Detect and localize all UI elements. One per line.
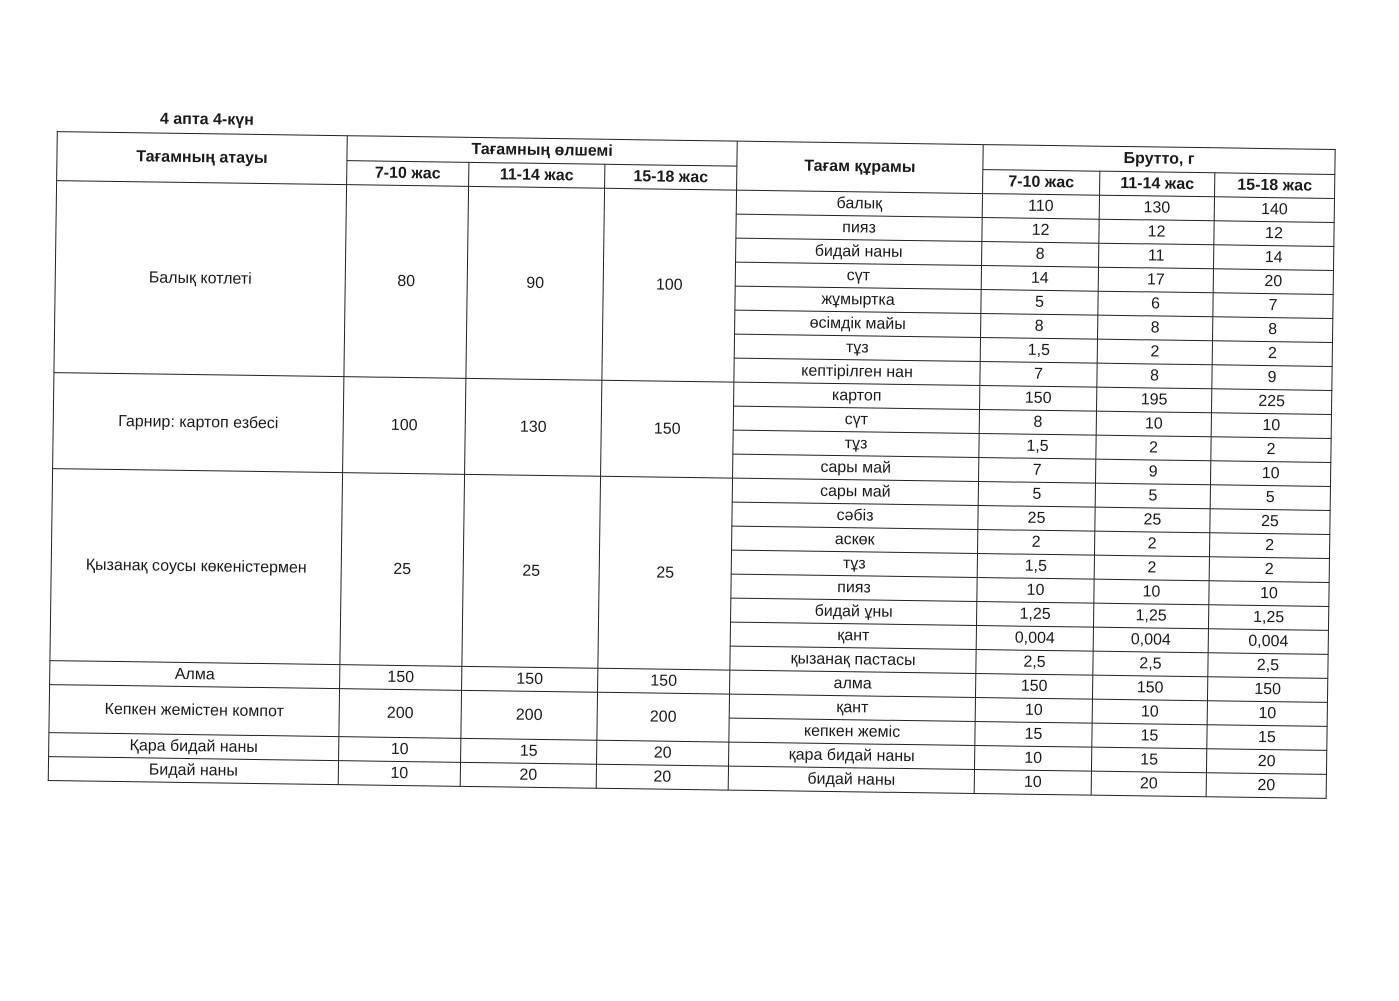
ingredient-brutto: 0,004	[976, 626, 1093, 652]
ingredient-brutto: 130	[1099, 195, 1214, 221]
ingredient-name: бидай наны	[728, 766, 974, 793]
ingredient-brutto: 2	[1209, 557, 1329, 583]
ingredient-name: пияз	[731, 574, 977, 601]
dish-portion: 20	[460, 762, 596, 788]
ingredient-brutto: 2,5	[976, 650, 1093, 676]
ingredient-brutto: 2,5	[1093, 651, 1208, 677]
ingredient-brutto: 2	[978, 530, 1095, 556]
ingredient-brutto: 14	[1214, 245, 1334, 271]
ingredient-brutto: 140	[1214, 197, 1334, 223]
dish-portion: 200	[461, 690, 598, 740]
dish-portion: 200	[597, 692, 730, 742]
ingredient-brutto: 150	[976, 674, 1093, 700]
ingredient-brutto: 10	[1207, 701, 1327, 727]
ingredient-name: сүт	[733, 406, 979, 433]
ingredient-brutto: 0,004	[1208, 629, 1328, 655]
ingredient-brutto: 225	[1212, 389, 1332, 415]
dish-name: Қызанақ соусы көкеністермен	[50, 469, 343, 665]
ingredient-brutto: 12	[1099, 219, 1214, 245]
dish-name: Кепкен жемістен компот	[49, 685, 340, 737]
dish-portion: 10	[338, 761, 460, 787]
ingredient-brutto: 8	[1097, 363, 1212, 389]
ingredient-brutto: 5	[978, 482, 1095, 508]
ingredient-brutto: 2	[1212, 341, 1332, 367]
header-portion: Тағамның өлшемі	[347, 136, 737, 166]
ingredient-brutto: 12	[1214, 221, 1334, 247]
dish-portion: 80	[344, 185, 469, 379]
ingredient-brutto: 15	[1092, 723, 1207, 749]
ingredient-name: алма	[730, 670, 976, 697]
ingredient-brutto: 110	[982, 194, 1099, 220]
header-portion-age-7-10: 7-10 жас	[347, 161, 469, 187]
ingredient-brutto: 150	[1207, 677, 1327, 703]
ingredient-brutto: 15	[975, 722, 1092, 748]
dish-name: Балық котлеті	[54, 181, 347, 377]
dish-portion: 25	[340, 473, 465, 667]
ingredient-name: қызанақ пастасы	[730, 646, 976, 673]
ingredient-brutto: 25	[1095, 507, 1210, 533]
ingredient-name: тұз	[731, 550, 977, 577]
ingredient-brutto: 20	[1206, 773, 1326, 799]
ingredient-brutto: 1,5	[977, 554, 1094, 580]
ingredient-brutto: 8	[979, 410, 1096, 436]
ingredient-brutto: 8	[982, 242, 1099, 268]
ingredient-brutto: 25	[1210, 509, 1330, 535]
menu-table	[48, 131, 1336, 799]
ingredient-brutto: 8	[1213, 317, 1333, 343]
ingredient-name: кептірілген нан	[734, 358, 980, 385]
ingredient-brutto: 8	[981, 314, 1098, 340]
ingredient-brutto: 2,5	[1208, 653, 1328, 679]
ingredient-brutto: 1,25	[977, 602, 1094, 628]
header-brutto: Брутто, г	[983, 145, 1335, 175]
dish-portion: 200	[339, 689, 462, 739]
ingredient-brutto: 2	[1209, 533, 1329, 559]
ingredient-brutto: 10	[1096, 411, 1211, 437]
ingredient-brutto: 10	[975, 698, 1092, 724]
header-portion-age-15-18: 15-18 жас	[605, 164, 737, 190]
ingredient-brutto: 10	[1092, 699, 1207, 725]
dish-portion: 25	[462, 474, 601, 668]
dish-portion: 150	[462, 666, 598, 692]
ingredient-brutto: 5	[1210, 485, 1330, 511]
ingredient-brutto: 9	[1096, 459, 1211, 485]
ingredient-name: қант	[729, 694, 975, 721]
header-composition: Тағам құрамы	[737, 141, 984, 193]
ingredient-brutto: 10	[1209, 581, 1329, 607]
dish-portion: 100	[343, 377, 466, 475]
ingredient-name: өсімдік майы	[735, 310, 981, 337]
ingredient-brutto: 10	[1211, 413, 1331, 439]
header-portion-age-11-14: 11-14 жас	[469, 162, 605, 188]
ingredient-brutto: 8	[1098, 315, 1213, 341]
dish-portion: 20	[597, 740, 729, 766]
ingredient-brutto: 150	[1092, 675, 1207, 701]
header-brutto-age-11-14: 11-14 жас	[1100, 171, 1215, 197]
ingredient-name: сәбіз	[732, 502, 978, 529]
ingredient-brutto: 1,5	[980, 338, 1097, 364]
ingredient-name: бидай ұны	[731, 598, 977, 625]
header-brutto-age-15-18: 15-18 жас	[1215, 173, 1335, 199]
ingredient-brutto: 10	[975, 746, 1092, 772]
ingredient-brutto: 2	[1211, 437, 1331, 463]
ingredient-brutto: 20	[1206, 749, 1326, 775]
dish-portion: 150	[598, 668, 730, 694]
ingredient-brutto: 195	[1097, 387, 1212, 413]
dish-name: Қара бидай наны	[49, 733, 339, 761]
ingredient-brutto: 1,25	[1094, 603, 1209, 629]
ingredient-brutto: 15	[1207, 725, 1327, 751]
ingredient-name: сары май	[733, 454, 979, 481]
document-title: 4 апта 4-күн	[159, 110, 254, 129]
ingredient-brutto: 10	[977, 578, 1094, 604]
ingredient-brutto: 2	[1095, 531, 1210, 557]
dish-name: Бидай наны	[48, 757, 338, 785]
dish-portion: 130	[465, 378, 602, 476]
ingredient-name: кепкен жеміс	[729, 718, 975, 745]
ingredient-name: балық	[736, 190, 982, 217]
ingredient-brutto: 5	[1095, 483, 1210, 509]
ingredient-brutto: 6	[1098, 291, 1213, 317]
ingredient-brutto: 7	[979, 458, 1096, 484]
ingredient-brutto: 2	[1096, 435, 1211, 461]
dish-portion: 15	[461, 738, 597, 764]
ingredient-brutto: 5	[981, 290, 1098, 316]
ingredient-brutto: 10	[1094, 579, 1209, 605]
ingredient-brutto: 9	[1212, 365, 1332, 391]
dish-portion: 10	[339, 737, 461, 763]
menu-table-body	[48, 181, 1334, 799]
ingredient-name: сүт	[735, 262, 981, 289]
ingredient-brutto: 0,004	[1093, 627, 1208, 653]
ingredient-brutto: 10	[974, 770, 1091, 796]
ingredient-brutto: 10	[1210, 461, 1330, 487]
header-dish-name: Тағамның атауы	[57, 132, 348, 185]
ingredient-brutto: 20	[1213, 269, 1333, 295]
ingredient-brutto: 25	[978, 506, 1095, 532]
dish-portion: 25	[598, 476, 733, 670]
ingredient-name: пияз	[736, 214, 982, 241]
dish-portion: 150	[601, 380, 734, 478]
ingredient-brutto: 20	[1091, 771, 1206, 797]
ingredient-name: тұз	[734, 334, 980, 361]
ingredient-brutto: 1,25	[1208, 605, 1328, 631]
ingredient-name: аскөк	[732, 526, 978, 553]
ingredient-name: жұмыртка	[735, 286, 981, 313]
header-brutto-age-7-10: 7-10 жас	[983, 170, 1100, 196]
ingredient-name: сары май	[732, 478, 978, 505]
dish-name: Гарнир: картоп езбесі	[53, 373, 344, 473]
ingredient-brutto: 12	[982, 218, 1099, 244]
ingredient-brutto: 2	[1094, 555, 1209, 581]
ingredient-brutto: 17	[1098, 267, 1213, 293]
dish-name: Алма	[50, 661, 340, 689]
ingredient-name: бидай наны	[736, 238, 982, 265]
dish-portion: 20	[596, 764, 728, 790]
ingredient-brutto: 150	[980, 386, 1097, 412]
ingredient-brutto: 7	[980, 362, 1097, 388]
ingredient-brutto: 7	[1213, 293, 1333, 319]
ingredient-brutto: 2	[1097, 339, 1212, 365]
ingredient-name: тұз	[733, 430, 979, 457]
ingredient-name: қант	[730, 622, 976, 649]
dish-portion: 150	[340, 665, 462, 691]
dish-portion: 90	[466, 186, 605, 380]
ingredient-name: қара бидай наны	[729, 742, 975, 769]
ingredient-brutto: 1,5	[979, 434, 1096, 460]
ingredient-brutto: 15	[1091, 747, 1206, 773]
ingredient-brutto: 14	[981, 266, 1098, 292]
dish-portion: 100	[602, 188, 737, 382]
ingredient-name: картоп	[734, 382, 980, 409]
ingredient-brutto: 11	[1099, 243, 1214, 269]
